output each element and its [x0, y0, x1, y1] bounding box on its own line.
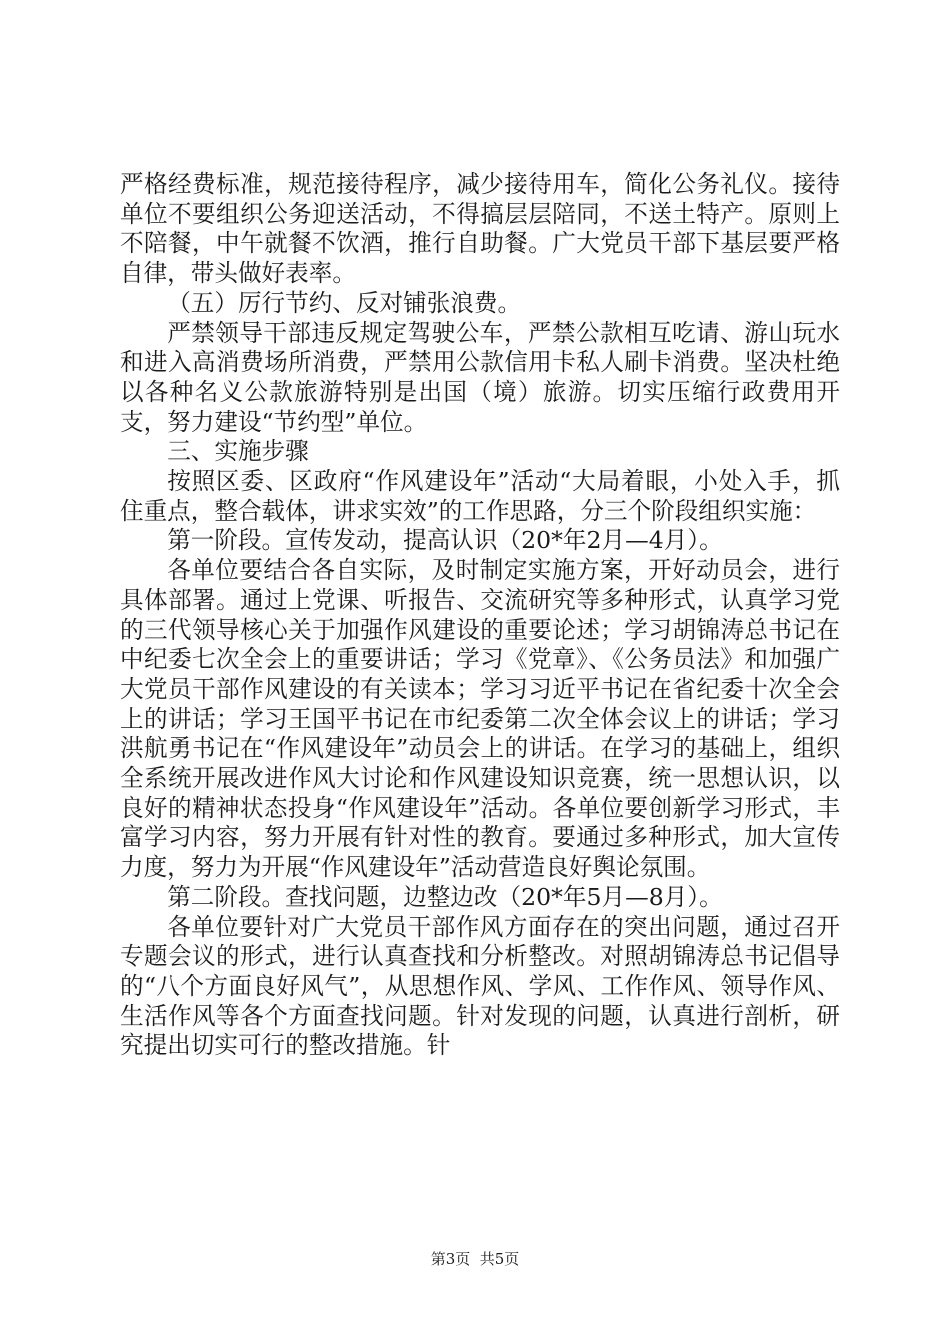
document-body [120, 170, 840, 1061]
paragraph-7: 各单位要结合各自实际，及时制定实施方案，开好动员会，进行具体部署。通过上党课、听报告、交流研究等多种形式，认真学习党的三代领导核心关于加强作风建设的重要论述；学习胡锦涛总书记在中纪委七次全会上的重要讲话；学习《党章》、《公务员法》和加强广大党员干部作风建设的有关读本；学习习近平书记在省纪委十次全会上的讲话；学习王国平书记在市纪委第二次全体会议上的讲话；学习洪航勇书记在“作风建设年”动员会上的讲话。在学习的基础上，组织全系统开展改进作风大讨论和作风建设知识竞赛，统一思想认识，以良好的精神状态投身“作风建设年”活动。各单位要创新学习形式，丰富学习内容，努力开展有针对性的教育。要通过多种形式，加大宣传力度，努力为开展“作风建设年”活动营造良好舆论氛围。 [120, 556, 840, 882]
paragraph-9: 各单位要针对广大党员干部作风方面存在的突出问题，通过召开专题会议的形式，进行认真查找和分析整改。对照胡锦涛总书记倡导的“八个方面良好风气”，从思想作风、学风、工作作风、领导作风、生活作风等各个方面查找问题。针对发现的问题，认真进行剖析，研究提出切实可行的整改措施。针 [120, 912, 840, 1060]
paragraph-3: 严禁领导干部违反规定驾驶公车，严禁公款相互吃请、游山玩水和进入高消费场所消费，严禁用公款信用卡私人刷卡消费。坚决杜绝以各种名义公款旅游特别是出国（境）旅游。切实压缩行政费用开支，努力建设“节约型”单位。 [120, 318, 840, 436]
paragraph-2: （五）厉行节约、反对铺张浪费。 [167, 288, 522, 317]
paragraph-5: 按照区委、区政府“作风建设年”活动“大局着眼，小处入手，抓住重点，整合载体，讲求实效”的工作思路，分三个阶段组织实施： [120, 467, 840, 525]
paragraph-1: 严格经费标准，规范接待程序，减少接待用车，简化公务礼仪。接待单位不要组织公务迎送活动，不得搞层层陪同，不送土特产。原则上不陪餐，中午就餐不饮酒，推行自助餐。广大党员干部下基层要严格自律，带头做好表率。 [120, 170, 840, 288]
paragraph-8: 第二阶段。查找问题，边整边改（20*年5月—8月）。 [167, 882, 723, 911]
paragraph-6: 第一阶段。宣传发动，提高认识（20*年2月—4月）。 [167, 526, 723, 555]
page-footer: 第3页 共5页 [430, 1250, 520, 1268]
paragraph-4: 三、实施步骤 [167, 437, 309, 466]
